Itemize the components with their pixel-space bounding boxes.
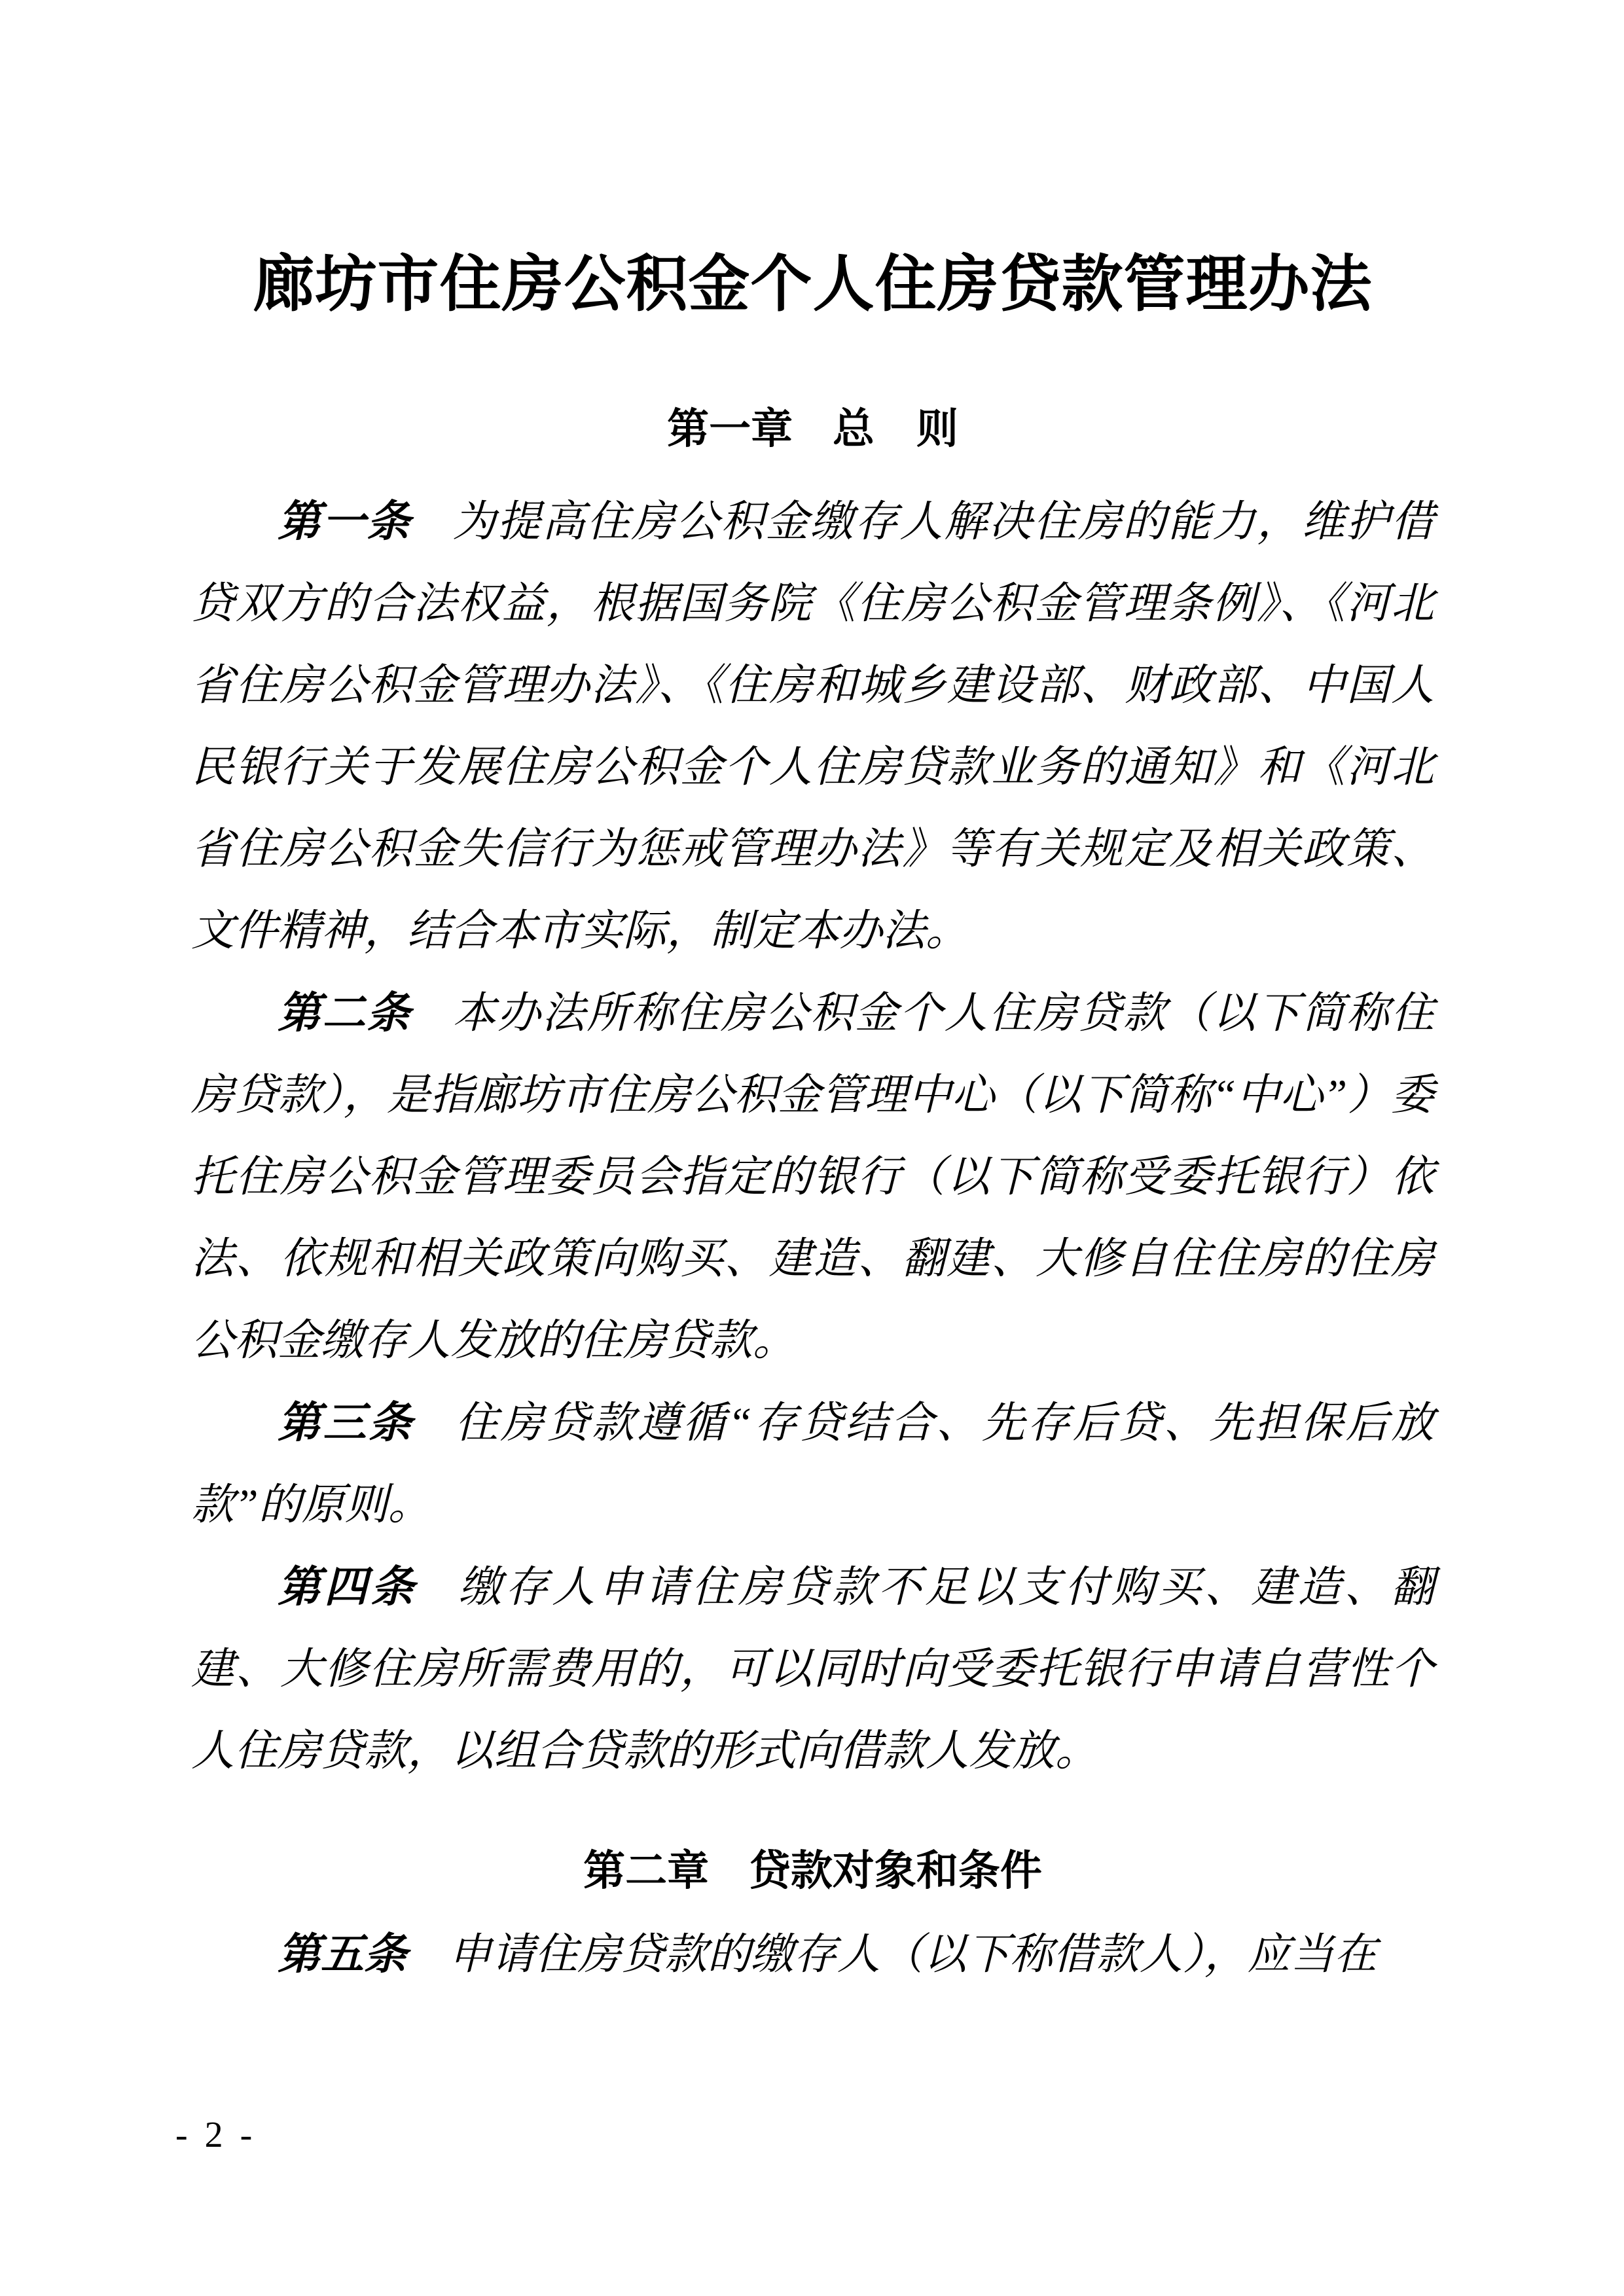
chapter-1-heading — [191, 386, 1434, 471]
article-5 — [191, 1913, 1434, 1996]
chapter-2-heading — [191, 1828, 1434, 1913]
article-5-label: 第五条 — [278, 1929, 407, 1978]
article-1 — [191, 480, 1434, 972]
article-2-label: 第二条 — [278, 988, 412, 1037]
article-1-text: 为提高住房公积金缴存人解决住房的能力，维护借贷双方的合法权益，根据国务院《住房公积金管理条例》、《河北省住房公积金管理办法》、《住房和城乡建设部、财政部、中国人民银行关于发展住房公积金个人住房贷款业务的通知》和《河北省住房公积金失信行为惩戒管理办法》等有关规定及相关政策、文件精神，结合本市实际，制定本办法。 — [191, 498, 1435, 955]
article-5-text: 申请住房贷款的缴存人（以下称借款人），应当在 — [448, 1931, 1377, 1979]
article-2-text: 本办法所称住房公积金个人住房贷款（以下简称住房贷款），是指廊坊市住房公积金管理中心（以下简称“中心”）委托住房公积金管理委员会指定的银行（以下简称受委托银行）依法、依规和相关政策向购买、建造、翻建、大修自住住房的住房公积金缴存人发放的住房贷款。 — [191, 990, 1435, 1365]
article-4 — [191, 1546, 1434, 1792]
article-3-label: 第三条 — [278, 1398, 414, 1446]
article-2 — [191, 972, 1434, 1382]
article-4-label: 第四条 — [278, 1562, 418, 1611]
chapter-1-title: 总 则 — [832, 405, 958, 452]
chapter-2-label: 第二章 — [583, 1847, 710, 1894]
article-1-label: 第一条 — [278, 497, 412, 545]
page-number: - 2 - — [175, 2115, 257, 2155]
article-4-text: 缴存人申请住房贷款不足以支付购买、建造、翻建、大修住房所需费用的，可以同时向受委托银行申请自营性个人住房贷款，以组合贷款的形式向借款人发放。 — [191, 1564, 1435, 1775]
article-3 — [191, 1382, 1434, 1546]
document-title: 廊坊市住房公积金个人住房贷款管理办法 — [253, 251, 1373, 319]
document-body — [191, 480, 1434, 1996]
chapter-1-label: 第一章 — [667, 405, 793, 452]
chapter-2-title: 贷款对象和条件 — [748, 1847, 1042, 1894]
article-3-text: 住房贷款遵循“存贷结合、先存后贷、先担保后放款”的原则。 — [191, 1399, 1434, 1529]
